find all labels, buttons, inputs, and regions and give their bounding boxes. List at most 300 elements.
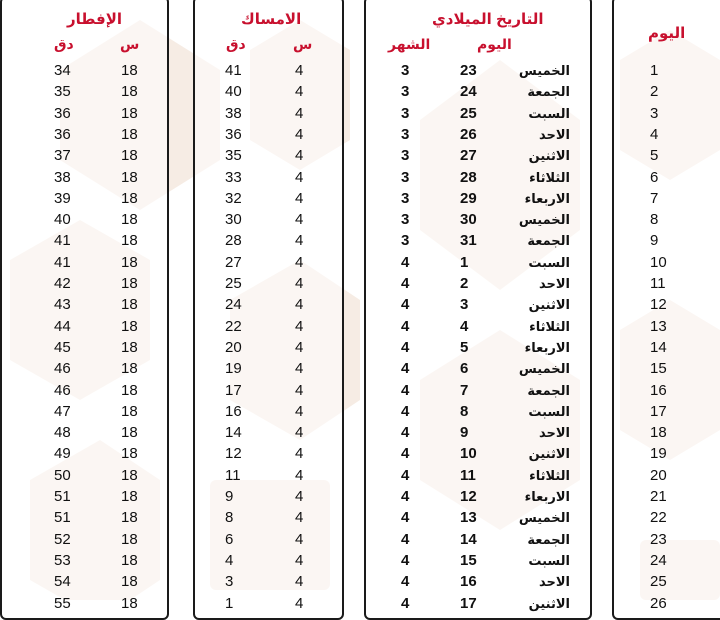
imsak-hour-cell: 4 bbox=[295, 530, 304, 548]
imsak-hour-cell: 4 bbox=[295, 402, 304, 420]
gregorian-month-cell: 4 bbox=[401, 402, 410, 420]
day-number-cell: 5 bbox=[650, 147, 659, 165]
weekday-cell: السبت bbox=[528, 254, 570, 270]
table-row bbox=[366, 486, 590, 507]
gregorian-date-panel bbox=[364, 0, 592, 620]
iftar-hour-cell: 18 bbox=[121, 381, 138, 399]
weekday-cell: الجمعة bbox=[527, 84, 570, 100]
table-row bbox=[366, 188, 590, 209]
imsak-minute-cell: 35 bbox=[225, 147, 242, 165]
gregorian-month-cell: 4 bbox=[401, 275, 410, 292]
table-row bbox=[195, 209, 342, 230]
day-number-cell: 1 bbox=[650, 62, 659, 79]
weekday-cell: الاثنين bbox=[528, 148, 570, 164]
day-number-cell: 24 bbox=[650, 551, 667, 569]
table-row bbox=[195, 124, 342, 145]
gregorian-day-cell: 4 bbox=[460, 317, 469, 335]
gregorian-day-cell: 2 bbox=[460, 275, 469, 292]
table-row bbox=[366, 273, 590, 294]
table-row bbox=[2, 550, 167, 571]
weekday-cell: الاربعاء bbox=[524, 489, 570, 504]
iftar-minute-cell: 51 bbox=[54, 509, 71, 527]
day-number-cell: 12 bbox=[650, 296, 667, 314]
weekday-cell: الخميس bbox=[518, 361, 570, 377]
day-number-cell: 17 bbox=[650, 402, 667, 420]
table-row bbox=[195, 167, 342, 188]
day-number-cell: 16 bbox=[650, 381, 667, 399]
table-row bbox=[366, 145, 590, 166]
gregorian-day-cell: 23 bbox=[460, 62, 477, 79]
table-row bbox=[2, 273, 167, 294]
iftar-minute-cell: 41 bbox=[54, 253, 71, 271]
table-row bbox=[195, 358, 342, 379]
gregorian-month-cell: 4 bbox=[401, 573, 410, 591]
imsak-hour-cell: 4 bbox=[295, 424, 304, 442]
weekday-cell: الجمعة bbox=[527, 382, 570, 398]
table-row bbox=[614, 507, 720, 528]
day-number-cell: 6 bbox=[650, 168, 659, 186]
day-number-cell: 15 bbox=[650, 360, 667, 378]
table-row bbox=[366, 358, 590, 379]
imsak-minute-cell: 8 bbox=[225, 509, 234, 527]
table-row bbox=[614, 401, 720, 422]
imsak-minute-cell: 14 bbox=[225, 424, 242, 442]
imsak-hour-cell: 4 bbox=[295, 509, 304, 527]
table-row bbox=[614, 571, 720, 592]
imsak-minute-cell: 24 bbox=[225, 296, 242, 314]
iftar-minute-cell: 39 bbox=[54, 189, 71, 207]
imsak-hour-cell: 4 bbox=[295, 594, 304, 612]
table-row bbox=[614, 60, 720, 81]
weekday-cell: الثلاثاء bbox=[529, 169, 570, 185]
gregorian-month-cell: 4 bbox=[401, 551, 410, 569]
table-row bbox=[614, 358, 720, 379]
table-row bbox=[195, 230, 342, 251]
day-number-cell: 2 bbox=[650, 83, 659, 101]
table-row bbox=[614, 337, 720, 358]
table-row bbox=[614, 316, 720, 337]
gregorian-month-cell: 3 bbox=[401, 83, 410, 101]
iftar-minute-cell: 53 bbox=[54, 551, 71, 569]
iftar-hour-cell: 18 bbox=[121, 253, 138, 271]
gregorian-day-cell: 27 bbox=[460, 147, 477, 165]
imsak-minute-cell: 38 bbox=[225, 104, 242, 122]
gregorian-day-cell: 11 bbox=[460, 466, 476, 484]
imsak-minute-cell: 9 bbox=[225, 488, 234, 505]
gregorian-month-cell: 3 bbox=[401, 232, 410, 250]
table-row bbox=[2, 507, 167, 528]
imsak-hour-cell: 4 bbox=[295, 296, 304, 314]
table-row bbox=[195, 529, 342, 550]
iftar-hour-cell: 18 bbox=[121, 338, 138, 356]
imsak-hour-cell: 4 bbox=[295, 338, 304, 356]
iftar-minute-cell: 34 bbox=[54, 62, 71, 79]
gregorian-day-cell: 9 bbox=[460, 424, 469, 442]
table-row bbox=[2, 571, 167, 592]
gregorian-day-cell: 10 bbox=[460, 445, 477, 463]
gregorian-month-cell: 3 bbox=[401, 62, 410, 79]
iftar-hour-cell: 18 bbox=[121, 211, 138, 229]
weekday-cell: الثلاثاء bbox=[529, 467, 570, 483]
gregorian-day-cell: 15 bbox=[460, 551, 477, 569]
weekday-cell: الاحد bbox=[538, 574, 570, 590]
table-row bbox=[614, 380, 720, 401]
imsak-minute-cell: 25 bbox=[225, 275, 242, 292]
gregorian-month-cell: 4 bbox=[401, 488, 410, 505]
gregorian-month-cell: 3 bbox=[401, 125, 410, 143]
day-number-cell: 11 bbox=[650, 275, 666, 292]
table-row bbox=[614, 443, 720, 464]
iftar-hour-cell: 18 bbox=[121, 125, 138, 143]
gregorian-month-label: الشهر bbox=[388, 36, 431, 52]
imsak-minute-cell: 12 bbox=[225, 445, 242, 463]
gregorian-day-cell: 7 bbox=[460, 381, 469, 399]
gregorian-month-cell: 4 bbox=[401, 445, 410, 463]
imsak-hour-cell: 4 bbox=[295, 232, 304, 250]
iftar-minute-cell: 42 bbox=[54, 275, 71, 292]
gregorian-day-label: اليوم bbox=[477, 36, 512, 52]
table-row bbox=[195, 273, 342, 294]
imsak-minute-cell: 30 bbox=[225, 211, 242, 229]
imsak-minute-cell: 40 bbox=[225, 83, 242, 101]
iftar-minute-cell: 49 bbox=[54, 445, 71, 463]
gregorian-month-cell: 3 bbox=[401, 189, 410, 207]
table-row bbox=[614, 465, 720, 486]
table-row bbox=[614, 422, 720, 443]
imsak-hour-cell: 4 bbox=[295, 445, 304, 463]
imsak-minute-label: دق bbox=[226, 36, 246, 52]
gregorian-day-cell: 5 bbox=[460, 338, 469, 356]
imsak-hour-cell: 4 bbox=[295, 360, 304, 378]
table-row bbox=[366, 550, 590, 571]
gregorian-month-cell: 4 bbox=[401, 317, 410, 335]
table-row bbox=[366, 252, 590, 273]
table-row bbox=[2, 380, 167, 401]
weekday-cell: السبت bbox=[528, 403, 570, 419]
table-row bbox=[2, 316, 167, 337]
imsak-minute-cell: 20 bbox=[225, 338, 242, 356]
day-number-panel bbox=[612, 0, 720, 620]
day-number-cell: 14 bbox=[650, 338, 667, 356]
iftar-hour-label: س bbox=[120, 36, 140, 52]
table-row bbox=[366, 316, 590, 337]
table-row bbox=[2, 465, 167, 486]
day-number-cell: 13 bbox=[650, 317, 667, 335]
table-row bbox=[195, 103, 342, 124]
table-row bbox=[195, 550, 342, 571]
day-number-cell: 8 bbox=[650, 211, 659, 229]
table-row bbox=[614, 124, 720, 145]
imsak-hour-cell: 4 bbox=[295, 488, 304, 505]
iftar-minute-cell: 50 bbox=[54, 466, 71, 484]
table-row bbox=[2, 529, 167, 550]
table-row bbox=[2, 422, 167, 443]
table-row bbox=[2, 124, 167, 145]
imsak-hour-cell: 4 bbox=[295, 573, 304, 591]
imsak-hour-cell: 4 bbox=[295, 189, 304, 207]
iftar-hour-cell: 18 bbox=[121, 445, 138, 463]
day-number-cell: 26 bbox=[650, 594, 667, 612]
imsak-minute-cell: 28 bbox=[225, 232, 242, 250]
table-row bbox=[366, 103, 590, 124]
weekday-cell: الاثنين bbox=[528, 297, 570, 313]
imsak-hour-cell: 4 bbox=[295, 211, 304, 229]
iftar-hour-cell: 18 bbox=[121, 83, 138, 101]
imsak-minute-cell: 3 bbox=[225, 573, 234, 591]
table-row bbox=[2, 294, 167, 315]
weekday-cell: الخميس bbox=[518, 510, 570, 526]
imsak-minute-cell: 17 bbox=[225, 381, 242, 399]
imsak-hour-cell: 4 bbox=[295, 317, 304, 335]
table-row bbox=[2, 593, 167, 614]
gregorian-day-cell: 13 bbox=[460, 509, 477, 527]
table-row bbox=[195, 380, 342, 401]
imsak-hour-cell: 4 bbox=[295, 253, 304, 271]
day-number-cell: 3 bbox=[650, 104, 659, 122]
imsak-minute-cell: 33 bbox=[225, 168, 242, 186]
iftar-minute-cell: 37 bbox=[54, 147, 71, 165]
imsak-hour-cell: 4 bbox=[295, 275, 304, 292]
table-row bbox=[195, 422, 342, 443]
table-row bbox=[614, 593, 720, 614]
day-number-cell: 22 bbox=[650, 509, 667, 527]
table-row bbox=[366, 401, 590, 422]
iftar-minute-cell: 55 bbox=[54, 594, 71, 612]
gregorian-day-cell: 16 bbox=[460, 573, 477, 591]
iftar-minute-cell: 44 bbox=[54, 317, 71, 335]
day-number-cell: 23 bbox=[650, 530, 667, 548]
table-row bbox=[195, 145, 342, 166]
table-row bbox=[614, 167, 720, 188]
imsak-hour-cell: 4 bbox=[295, 83, 304, 101]
iftar-hour-cell: 18 bbox=[121, 466, 138, 484]
table-row bbox=[366, 124, 590, 145]
iftar-minute-cell: 51 bbox=[54, 488, 71, 505]
iftar-hour-cell: 18 bbox=[121, 296, 138, 314]
iftar-minute-cell: 43 bbox=[54, 296, 71, 314]
weekday-cell: الاحد bbox=[538, 276, 570, 291]
gregorian-day-cell: 26 bbox=[460, 125, 477, 143]
weekday-cell: الاثنين bbox=[528, 595, 570, 611]
iftar-minute-cell: 46 bbox=[54, 381, 71, 399]
gregorian-month-cell: 4 bbox=[401, 594, 410, 612]
imsak-minute-cell: 32 bbox=[225, 189, 242, 207]
imsak-header: الامساك bbox=[241, 11, 302, 28]
table-row bbox=[366, 443, 590, 464]
table-row bbox=[366, 294, 590, 315]
table-row bbox=[2, 486, 167, 507]
gregorian-day-cell: 8 bbox=[460, 402, 469, 420]
iftar-hour-cell: 18 bbox=[121, 530, 138, 548]
weekday-cell: الخميس bbox=[518, 63, 570, 78]
table-row bbox=[195, 443, 342, 464]
table-row bbox=[195, 294, 342, 315]
imsak-minute-cell: 1 bbox=[225, 594, 234, 612]
day-number-cell: 7 bbox=[650, 189, 659, 207]
table-row bbox=[366, 60, 590, 81]
day-number-cell: 25 bbox=[650, 573, 667, 591]
gregorian-month-cell: 4 bbox=[401, 424, 410, 442]
iftar-minute-cell: 38 bbox=[54, 168, 71, 186]
weekday-cell: الجمعة bbox=[527, 531, 570, 547]
table-row bbox=[614, 294, 720, 315]
table-row bbox=[366, 593, 590, 614]
table-row bbox=[2, 60, 167, 81]
iftar-hour-cell: 18 bbox=[121, 317, 138, 335]
iftar-minute-cell: 35 bbox=[54, 83, 71, 101]
table-row bbox=[614, 209, 720, 230]
imsak-minute-cell: 19 bbox=[225, 360, 242, 378]
iftar-hour-cell: 18 bbox=[121, 402, 138, 420]
imsak-minute-cell: 36 bbox=[225, 125, 242, 143]
table-row bbox=[2, 358, 167, 379]
iftar-minute-cell: 48 bbox=[54, 424, 71, 442]
table-row bbox=[2, 337, 167, 358]
imsak-hour-label: س bbox=[293, 36, 313, 52]
table-row bbox=[195, 188, 342, 209]
table-row bbox=[366, 507, 590, 528]
weekday-cell: الاحد bbox=[538, 425, 570, 441]
gregorian-day-cell: 1 bbox=[460, 253, 469, 271]
gregorian-month-cell: 3 bbox=[401, 147, 410, 165]
iftar-hour-cell: 18 bbox=[121, 232, 138, 250]
gregorian-month-cell: 4 bbox=[401, 338, 410, 356]
imsak-minute-cell: 4 bbox=[225, 551, 234, 569]
iftar-minute-label: دق bbox=[54, 36, 74, 52]
gregorian-month-cell: 3 bbox=[401, 211, 410, 229]
table-row bbox=[614, 103, 720, 124]
gregorian-day-cell: 28 bbox=[460, 168, 477, 186]
table-row bbox=[614, 81, 720, 102]
iftar-hour-cell: 18 bbox=[121, 275, 138, 292]
gregorian-month-cell: 4 bbox=[401, 296, 410, 314]
table-row bbox=[195, 252, 342, 273]
iftar-header: الإفطار bbox=[67, 11, 123, 28]
day-number-cell: 10 bbox=[650, 253, 667, 271]
iftar-hour-cell: 18 bbox=[121, 424, 138, 442]
table-row bbox=[366, 380, 590, 401]
weekday-cell: السبت bbox=[528, 552, 570, 568]
weekday-cell: الاربعاء bbox=[524, 190, 570, 206]
imsak-hour-cell: 4 bbox=[295, 62, 304, 79]
weekday-cell: الاحد bbox=[538, 126, 570, 142]
table-row bbox=[195, 60, 342, 81]
gregorian-month-cell: 4 bbox=[401, 509, 410, 527]
iftar-minute-cell: 52 bbox=[54, 530, 71, 548]
table-row bbox=[195, 486, 342, 507]
table-row bbox=[366, 230, 590, 251]
gregorian-day-cell: 17 bbox=[460, 594, 477, 612]
gregorian-month-cell: 3 bbox=[401, 104, 410, 122]
gregorian-day-cell: 14 bbox=[460, 530, 477, 548]
table-row bbox=[614, 188, 720, 209]
iftar-hour-cell: 18 bbox=[121, 104, 138, 122]
table-row bbox=[614, 529, 720, 550]
imsak-minute-cell: 11 bbox=[225, 466, 241, 484]
iftar-hour-cell: 18 bbox=[121, 594, 138, 612]
day-number-cell: 19 bbox=[650, 445, 667, 463]
gregorian-day-cell: 30 bbox=[460, 211, 477, 229]
gregorian-day-cell: 6 bbox=[460, 360, 469, 378]
iftar-minute-cell: 36 bbox=[54, 104, 71, 122]
gregorian-month-cell: 4 bbox=[401, 360, 410, 378]
table-row bbox=[614, 550, 720, 571]
table-row bbox=[2, 167, 167, 188]
imsak-hour-cell: 4 bbox=[295, 168, 304, 186]
table-row bbox=[366, 337, 590, 358]
table-row bbox=[2, 188, 167, 209]
day-number-cell: 4 bbox=[650, 125, 659, 143]
table-row bbox=[614, 252, 720, 273]
iftar-hour-cell: 18 bbox=[121, 189, 138, 207]
iftar-hour-cell: 18 bbox=[121, 509, 138, 527]
table-row bbox=[2, 81, 167, 102]
gregorian-month-cell: 4 bbox=[401, 466, 410, 484]
gregorian-day-cell: 24 bbox=[460, 83, 477, 101]
iftar-minute-cell: 54 bbox=[54, 573, 71, 591]
table-row bbox=[614, 486, 720, 507]
table-row bbox=[2, 252, 167, 273]
table-row bbox=[195, 507, 342, 528]
imsak-hour-cell: 4 bbox=[295, 147, 304, 165]
weekday-cell: الثلاثاء bbox=[529, 318, 570, 334]
table-row bbox=[366, 209, 590, 230]
gregorian-day-cell: 3 bbox=[460, 296, 469, 314]
imsak-minute-cell: 22 bbox=[225, 317, 242, 335]
table-row bbox=[195, 337, 342, 358]
day-number-cell: 21 bbox=[650, 488, 667, 505]
iftar-hour-cell: 18 bbox=[121, 488, 138, 505]
gregorian-month-cell: 4 bbox=[401, 381, 410, 399]
day-number-cell: 20 bbox=[650, 466, 667, 484]
imsak-panel bbox=[193, 0, 344, 620]
imsak-hour-cell: 4 bbox=[295, 125, 304, 143]
iftar-hour-cell: 18 bbox=[121, 168, 138, 186]
iftar-hour-cell: 18 bbox=[121, 551, 138, 569]
table-row bbox=[2, 103, 167, 124]
gregorian-day-cell: 12 bbox=[460, 488, 477, 505]
day-header: اليوم bbox=[648, 25, 686, 42]
imsak-hour-cell: 4 bbox=[295, 466, 304, 484]
imsak-hour-cell: 4 bbox=[295, 104, 304, 122]
gregorian-month-cell: 4 bbox=[401, 530, 410, 548]
table-row bbox=[195, 81, 342, 102]
table-row bbox=[366, 167, 590, 188]
iftar-minute-cell: 47 bbox=[54, 402, 71, 420]
iftar-hour-cell: 18 bbox=[121, 573, 138, 591]
imsak-hour-cell: 4 bbox=[295, 551, 304, 569]
imsak-hour-cell: 4 bbox=[295, 381, 304, 399]
imsak-minute-cell: 6 bbox=[225, 530, 234, 548]
iftar-minute-cell: 45 bbox=[54, 338, 71, 356]
gregorian-header: التاريخ الميلادي bbox=[432, 11, 544, 28]
weekday-cell: الاثنين bbox=[528, 446, 570, 462]
table-row bbox=[366, 571, 590, 592]
table-row bbox=[195, 571, 342, 592]
iftar-minute-cell: 40 bbox=[54, 211, 71, 229]
table-row bbox=[2, 209, 167, 230]
imsak-minute-cell: 27 bbox=[225, 253, 242, 271]
table-row bbox=[195, 401, 342, 422]
gregorian-day-cell: 25 bbox=[460, 104, 477, 122]
table-row bbox=[195, 465, 342, 486]
table-row bbox=[366, 529, 590, 550]
table-row bbox=[195, 593, 342, 614]
table-row bbox=[614, 145, 720, 166]
imsak-minute-cell: 16 bbox=[225, 402, 242, 420]
iftar-hour-cell: 18 bbox=[121, 62, 138, 79]
iftar-hour-cell: 18 bbox=[121, 147, 138, 165]
